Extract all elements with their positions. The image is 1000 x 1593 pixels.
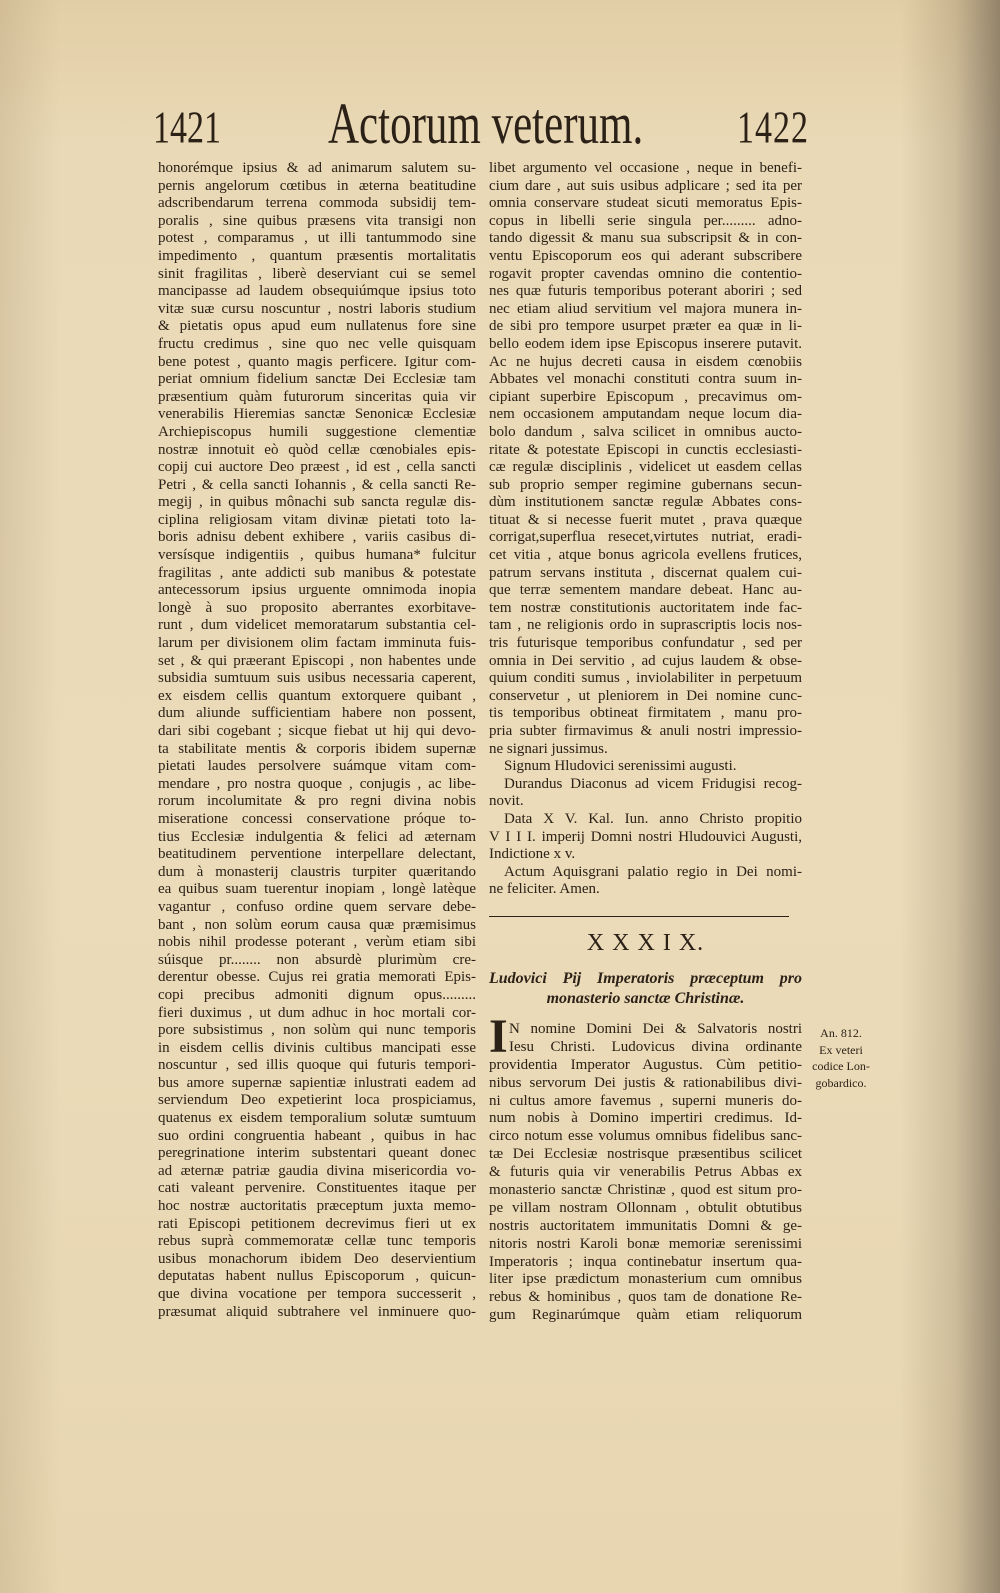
text-line: pietati laudes persolvere suámque vitam com- xyxy=(158,758,476,775)
text-line: providentia Imperator Augustus. Cùm petitio- xyxy=(489,1056,802,1073)
text-line: patrum servans instituta , discernat qualem cui- xyxy=(489,564,802,581)
text-line: conservetur , ut pleniorem in Dei nomine cunc- xyxy=(489,687,802,704)
text-line: bene potest , quanto magis perficere. Igitur com- xyxy=(158,353,476,370)
right-text-column xyxy=(489,160,802,899)
text-line: poralis , sine quibus præsens vita transigi non xyxy=(158,212,476,229)
text-line: ventu Episcoporum eos qui aderant subscribere xyxy=(489,247,802,264)
text-line: vagantur , confuso ordine quem servare debe- xyxy=(158,898,476,915)
text-line: novit. xyxy=(489,793,524,810)
text-line: miseratione concessi conservatione próque to- xyxy=(158,810,476,827)
text-line: nec etiam aliud servitium vel majora munera in- xyxy=(489,300,802,317)
text-line: Indictione x v. xyxy=(489,846,576,863)
text-line: dari sibi cogebant ; sicque fiebat ut hij qui devo- xyxy=(158,723,476,739)
text-line: tris futurisque temporibus confundatur , sed per xyxy=(489,635,802,652)
text-line: vitæ suæ cursu noscuntur , nostri laboris studium xyxy=(158,300,476,317)
text-line: pria subter firmavimus & anuli nostri impressio- xyxy=(489,723,802,739)
text-line: mendare , pro nostra quoque , conjugis , ac libe- xyxy=(158,775,476,792)
text-line: & pietatis opus apud eum nullatenus fore sine xyxy=(158,318,476,335)
text-line: Imperatoris ; inqua continebatur insertum qua- xyxy=(489,1253,802,1270)
text-line: tando digessit & manu sua subscripsit & in con- xyxy=(489,230,802,247)
margin-note-source-line: codice Lon- xyxy=(812,1059,870,1073)
text-line: cæ regulæ disciplinis , videlicet ut easdem cellas xyxy=(489,459,802,476)
text-line: nostris auctoritatem immunitatis Domni & ge- xyxy=(489,1217,802,1234)
text-line: dum à monasterij claustris turpiter quæritando xyxy=(158,863,476,880)
text-line: potest , comparamus , ut illi tantummodo sine xyxy=(158,230,476,247)
text-line: Durandus Diaconus ad vicem Fridugisi recog- xyxy=(504,775,802,792)
text-line: pe villam nostram Ollonnam , obtulit obtutibus xyxy=(489,1199,802,1216)
text-line: subsidia sumtuum suis usibus necessaria caperent, xyxy=(158,670,476,687)
text-line: corrigat,superflua resecet,virtutes nutriat, eradi- xyxy=(489,529,802,546)
text-line: que terræ sementem mandare debeat. Hanc au- xyxy=(489,582,802,599)
text-line: V I I I. imperij Domni nostri Hludouvici Augusti, xyxy=(489,828,802,845)
text-line: larum per divisionem olim factam imminuta fuis- xyxy=(158,635,476,652)
text-line: Ac ne hujus decreti causa in eisdem cœnobiis xyxy=(489,353,802,370)
text-line: præsentium quàm futurorum sinceritas quia vir xyxy=(158,388,476,405)
text-line: ta stabilitate mentis & corporis ibidem supernæ xyxy=(158,740,476,757)
text-line: copi precibus admoniti dignum opus......... xyxy=(158,986,476,1003)
left-text-column xyxy=(158,160,476,1321)
section-number: X X X I X. xyxy=(586,930,705,956)
text-line: N nomine Domini Dei & Salvatoris nostri xyxy=(509,1021,802,1037)
page-number-left: 1421 xyxy=(153,103,221,154)
text-line: ni cultus amore favemus , superni muneris do- xyxy=(489,1092,802,1109)
text-line: Iesu Christi. Ludovicus divina ordinante xyxy=(509,1038,802,1055)
text-line: ritate & potestate Episcopi in cunctis ecclesiasti- xyxy=(489,441,802,458)
text-line: liter ipse prædictum monasterium cum omnibus xyxy=(489,1271,802,1288)
section-title-line: monasterio sanctæ Christinæ. xyxy=(546,990,745,1007)
text-line: dùm institutionem sanctæ regulæ Abbates cons- xyxy=(489,494,802,511)
text-line: peregrinatione interim substentari queant donec xyxy=(158,1145,476,1162)
text-line: nem occasionem amputandam neque locum dia- xyxy=(489,406,802,423)
text-line: rebus suprà commemoratæ cellæ tunc temporis xyxy=(158,1233,476,1250)
text-line: Archiepiscopus humili suggestione clementiæ xyxy=(158,423,476,440)
text-line: nibus servorum Dei justis & rationabilibus divi- xyxy=(489,1074,802,1091)
text-line: rati Episcopi petitionem decrevimus fieri ut ex xyxy=(158,1215,476,1232)
text-line: tæ Dei Ecclesiæ nostrisque præsentibus scilicet xyxy=(489,1146,802,1163)
text-line: Petri , & cella sancti Iohannis , & cella sancti Re- xyxy=(158,476,476,493)
text-line: pore subsistimus , non solùm qui nunc temporis xyxy=(158,1022,476,1039)
text-line: nostræ innotuit eò quòd cellæ cœnobiales epis- xyxy=(158,441,476,458)
text-line: versísque indigentiis , quibus humana* fulcitur xyxy=(158,547,476,564)
text-line: tituat & si necesse fuerit mutet , prava quæque xyxy=(489,511,802,528)
text-line: pernis angelorum cœtibus in æterna beatitudine xyxy=(158,177,476,194)
text-line: nobis nihil prodesse poterant , verùm etiam sibi xyxy=(158,934,476,951)
text-line: rogavit propter cavendas omnino die contentio- xyxy=(489,265,802,282)
text-line: Actum Aquisgrani palatio regio in Dei nomi- xyxy=(504,863,802,880)
text-line: que divina vocatione per tempora successerit , xyxy=(158,1286,476,1302)
text-line: hoc nostræ auctoritatis præceptum juxta memo- xyxy=(158,1198,476,1215)
text-line: cium dare , aut suis usibus adplicare ; sed ita per xyxy=(489,177,802,194)
text-line: longè à suo proposito aberrantes exorbitave- xyxy=(158,599,476,616)
text-line: circo notum esse volumus omnibus fidelibus sanc- xyxy=(489,1128,802,1145)
text-line: & futuris quia vir venerabilis Petrus Abbas ex xyxy=(489,1164,802,1181)
text-line: tem nostræ constitutionis auctoritatem inde fac- xyxy=(489,599,802,616)
text-line: fructu credimus , sine quo nec velle quisquam xyxy=(158,335,476,352)
text-line: copij cui auctore Deo præest , id est , cella sancti xyxy=(158,459,476,476)
text-line: boris adnisu debent exhibere , variis casibus di- xyxy=(158,529,476,546)
text-line: ea quibus suam tuerentur inopiam , longè latèque xyxy=(158,881,476,898)
text-line: mancipasse ad laudem obsequiúmque ipsius toto xyxy=(158,283,476,300)
section-title xyxy=(489,969,802,1009)
text-line: noscuntur , sed illis quoque qui futuris tempori- xyxy=(158,1057,476,1074)
text-line: serviendum Deo expetierint loca prospiciamus, xyxy=(158,1092,476,1109)
text-line: ciplina religiosam vitam divinæ pietati toto la- xyxy=(158,511,476,528)
text-line: usibus monachorum ibidem Deo deservientium xyxy=(158,1250,476,1267)
section-body-text xyxy=(489,1021,802,1325)
text-line: ne signari jussimus. xyxy=(489,740,608,757)
text-line: tis temporibus obtineat firmitatem , manu pro- xyxy=(489,705,802,722)
text-line: rorum incolumitate & pro regni divina nobis xyxy=(158,793,476,810)
text-line: megij , in quibus mônachi sub sancta regulæ dis- xyxy=(158,494,476,511)
text-line: derentur obesse. Cujus rei gratia memorati Epis- xyxy=(158,969,476,986)
text-line: nes quæ futuris temporibus poterant aboriri ; sed xyxy=(489,283,802,300)
text-line: venerabilis Hieremias sanctæ Senonicæ Ecclesiæ xyxy=(158,406,476,423)
running-title: Actorum veterum. xyxy=(328,93,644,157)
text-line: periat omnium fidelium sanctæ Dei Ecclesiæ tam xyxy=(158,371,476,388)
text-line: honorémque ipsius & ad animarum salutem su- xyxy=(158,160,476,176)
text-line: quatenus ex eisdem temporalium solutæ sumtuum xyxy=(158,1110,476,1127)
page-number-right: 1422 xyxy=(737,103,809,154)
text-line: ne feliciter. Amen. xyxy=(489,881,600,898)
text-line: runt , dum videlicet memoratarum substantia cel- xyxy=(158,617,476,634)
text-line: num nobis à Domino impertiri credimus. Id- xyxy=(489,1110,802,1127)
section-divider-rule xyxy=(489,916,789,917)
margin-note-year: An. 812. xyxy=(820,1026,862,1040)
text-line: omnia in Dei servitio , ad cujus laudem & obse- xyxy=(489,652,802,669)
text-line: tius Ecclesiæ indulgentia & felici ad æternam xyxy=(158,828,476,845)
text-line: Signum Hludovici serenissimi augusti. xyxy=(504,758,737,775)
text-line: tam , ne religionis ordo in suprascriptis locis nos- xyxy=(489,617,802,634)
text-line: gum Reginarúmque quàm etiam reliquorum xyxy=(489,1307,802,1324)
text-line: quium conditi sumus , inviolabiliter in perpetuum xyxy=(489,670,802,687)
text-line: set , & qui præerant Episcopi , non habentes unde xyxy=(158,652,476,669)
text-line: cipiant superbire Episcopum , precavimus om- xyxy=(489,388,802,405)
text-line: súisque pr........ non absurdè plurimùm cre- xyxy=(158,951,476,968)
margin-notes xyxy=(806,1025,876,1091)
text-line: bolo dandum , salva scilicet in omnibus aucto- xyxy=(489,423,802,440)
text-line: ad æternæ patriæ gaudia divina misericordia vo- xyxy=(158,1162,476,1179)
drop-cap-initial: I xyxy=(489,1010,508,1063)
text-line: adscribendarum terrena commoda subsidij tem- xyxy=(158,195,476,212)
text-line: cati valeant pervenire. Constituentes itaque per xyxy=(158,1180,476,1197)
text-line: de sibi pro tempore usurpet præter ea quæ in li- xyxy=(489,318,802,335)
text-line: antecessorum ipsius urguente omnimoda inopia xyxy=(158,582,476,599)
text-line: sinit fragilitas , liberè deserviant cui se semel xyxy=(158,265,476,282)
text-line: ex eisdem cellis quantum extorquere quibant , xyxy=(158,687,476,704)
section-title-line: Ludovici Pij Imperatoris præceptum pro xyxy=(489,970,802,987)
text-line: bus amore supernæ sapientiæ inlustrati eadem ad xyxy=(158,1074,476,1091)
text-line: bant , non solùm eorum causa quæ præmisimus xyxy=(158,916,476,933)
text-line: libet argumento vel occasione , neque in benefi- xyxy=(489,160,802,176)
text-line: omnia conservare studeat sicuti memoratus Epis- xyxy=(489,195,802,212)
text-line: bello eodem idem ipse Episcopus inserere putavit. xyxy=(489,335,802,352)
margin-note-source-line: Ex veteri xyxy=(819,1042,863,1057)
text-line: in eisdem cellis divinis cultibus mancipati esse xyxy=(158,1039,476,1056)
text-line: nitoris nostri Karoli bonæ memoriæ serenissimi xyxy=(489,1235,802,1252)
text-line: deputatas habent nullus Episcoporum , quicun- xyxy=(158,1268,476,1285)
text-line: dum aliunde sufficientiam habere non possent, xyxy=(158,705,476,722)
text-line: fieri duximus , ut dum adhuc in hoc mortali cor- xyxy=(158,1004,476,1021)
text-line: Abbates vel monachi constituti contra suum in- xyxy=(489,371,802,388)
text-line: fragilitas , ante addicti sub manibus & potestate xyxy=(158,564,476,581)
text-line: præsumat aliquid subtrahere vel inminuere quo- xyxy=(158,1303,476,1320)
text-line: Data X V. Kal. Iun. anno Christo propitio xyxy=(504,810,802,827)
margin-note-source-line: gobardico. xyxy=(815,1075,867,1090)
text-line: monasterio sanctæ Christinæ , quod est situm pro- xyxy=(489,1182,802,1199)
text-line: cet vitia , atque bonus agricola evellens frutices, xyxy=(489,547,802,564)
text-line: rebus & hominibus , quos tam de donatione Re- xyxy=(489,1289,802,1306)
text-line: impedimento , quantum præsentis mortalitatis xyxy=(158,247,476,264)
text-line: copus in libelli serie singula per......... adno- xyxy=(489,212,802,229)
text-line: beatitudinem perventione interpellare delectant, xyxy=(158,846,476,863)
text-line: suo ordini congruentia habeant , quibus in hac xyxy=(158,1127,476,1144)
text-line: sub proprio semper regimine gubernans secun- xyxy=(489,476,802,493)
